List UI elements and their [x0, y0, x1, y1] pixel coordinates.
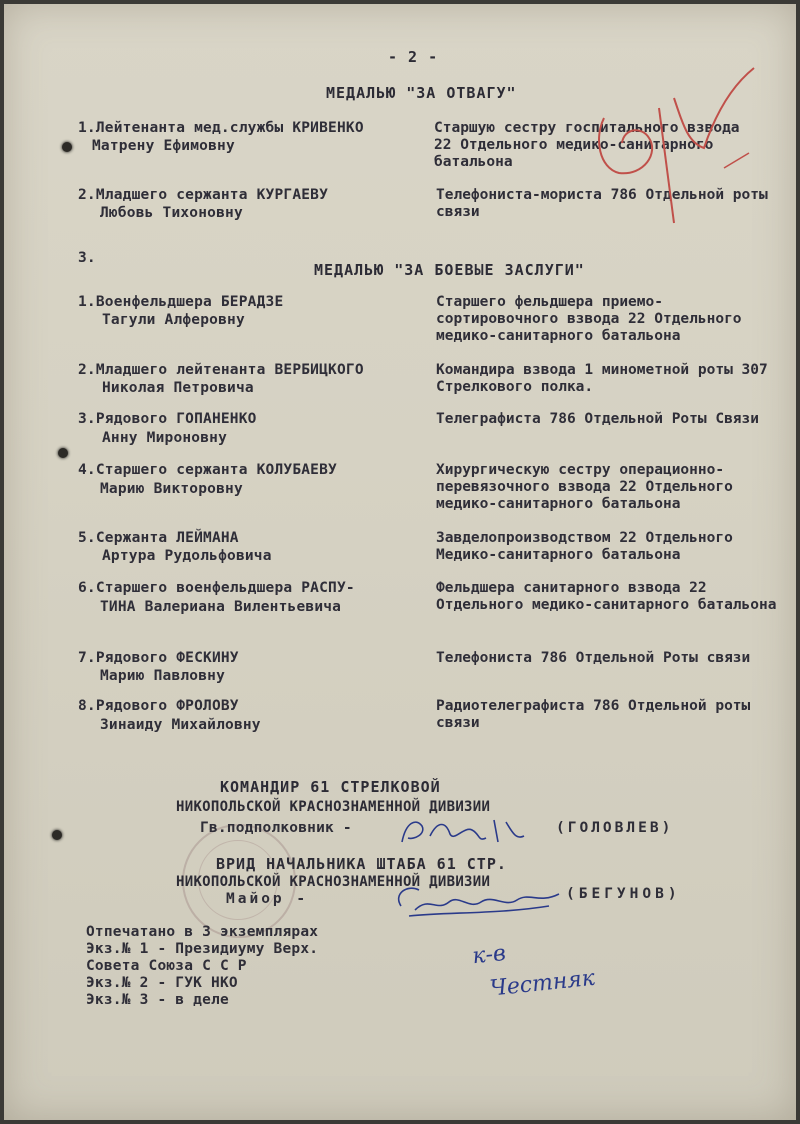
commander-signature	[394, 812, 544, 852]
zaslugi-name-line2: ТИНА Валериана Вилентьевича	[100, 599, 342, 615]
handwritten-note-line1: к-в	[471, 940, 508, 970]
zaslugi-position: Телефониста 786 Отдельной Роты связи	[436, 650, 751, 666]
zaslugi-name-line1: 6.Старшего военфельдшера РАСПУ-	[78, 580, 355, 596]
zaslugi-name-line2: Анну Мироновну	[102, 430, 228, 446]
zaslugi-position: Хирургическую сестру операционно-перевязочного взвода 22 Отдельного медико-санитарного батальона	[436, 462, 733, 512]
otvaga-name-line1: 1.Лейтенанта мед.службы КРИВЕНКО	[78, 120, 364, 136]
zaslugi-name-line1: 1.Военфельдшера БЕРАДЗЕ	[78, 294, 284, 310]
page-number: - 2 -	[388, 48, 439, 66]
zaslugi-name-line1: 3.Рядового ГОПАНЕНКО	[78, 411, 257, 427]
zaslugi-name-line1: 8.Рядового ФРОЛОВУ	[78, 698, 239, 714]
zaslugi-position: Радиотелеграфиста 786 Отдельной роты связи	[436, 698, 751, 731]
chief-name: (БЕГУНОВ)	[566, 886, 681, 902]
chief-signature	[389, 876, 569, 926]
otvaga-position: Старшую сестру госпитального взвода 22 Отдельного медико-санитарного батальона	[434, 120, 740, 170]
zaslugi-position: Телеграфиста 786 Отдельной Роты Связи	[436, 411, 760, 427]
punch-hole	[58, 448, 68, 458]
distribution-line: Отпечатано в 3 экземплярах	[86, 924, 319, 940]
chief-title-line2: НИКОПОЛЬСКОЙ КРАСНОЗНАМЕННОЙ ДИВИЗИИ	[176, 874, 491, 890]
distribution-line: Экз.№ 2 - ГУК НКО	[86, 975, 238, 991]
zaslugi-name-line2: Тагули Алферовну	[102, 312, 245, 328]
section-number: 3.	[78, 250, 96, 266]
section-title-zaslugi: МЕДАЛЬЮ "ЗА БОЕВЫЕ ЗАСЛУГИ"	[314, 261, 585, 279]
zaslugi-name-line2: Марию Павловну	[100, 668, 226, 684]
distribution-line: Экз.№ 3 - в деле	[86, 992, 229, 1008]
distribution-line: Совета Союза С С Р	[86, 958, 247, 974]
commander-rank: Гв.подполковник -	[200, 820, 352, 836]
commander-title-line2: НИКОПОЛЬСКОЙ КРАСНОЗНАМЕННОЙ ДИВИЗИИ	[176, 799, 491, 815]
otvaga-name-line2: Матрену Ефимовну	[92, 138, 235, 154]
zaslugi-name-line1: 4.Старшего сержанта КОЛУБАЕВУ	[78, 462, 337, 478]
document-page	[4, 4, 796, 1120]
otvaga-name-line1: 2.Младшего сержанта КУРГАЕВУ	[78, 187, 329, 203]
distribution-line: Экз.№ 1 - Президиуму Верх.	[86, 941, 319, 957]
zaslugi-name-line1: 5.Сержанта ЛЕЙМАНА	[78, 530, 239, 546]
punch-hole	[52, 830, 62, 840]
chief-rank: Майор -	[226, 891, 309, 907]
handwritten-note-line2: Честняк	[488, 965, 597, 1002]
zaslugi-name-line2: Николая Петровича	[102, 380, 254, 396]
zaslugi-name-line1: 2.Младшего лейтенанта ВЕРБИЦКОГО	[78, 362, 364, 378]
punch-hole	[62, 142, 72, 152]
commander-title-line1: КОМАНДИР 61 СТРЕЛКОВОЙ	[220, 778, 441, 796]
zaslugi-position: Завделопроизводством 22 Отдельного Медико-санитарного батальона	[436, 530, 733, 563]
red-pencil-mark	[564, 48, 764, 248]
zaslugi-name-line1: 7.Рядового ФЕСКИНУ	[78, 650, 239, 666]
section-title-otvaga: МЕДАЛЬЮ "ЗА ОТВАГУ"	[326, 84, 517, 102]
chief-title-line1: ВРИД НАЧАЛЬНИКА ШТАБА 61 СТР.	[216, 855, 507, 873]
zaslugi-position: Фельдшера санитарного взвода 22 Отдельного медико-санитарного батальона	[436, 580, 777, 613]
otvaga-position: Телефониста-мориста 786 Отдельной роты связи	[436, 187, 768, 220]
zaslugi-position: Старшего фельдшера приемо-сортировочного взвода 22 Отдельного медико-санитарного батальона	[436, 294, 742, 344]
commander-name: (ГОЛОВЛЕВ)	[556, 820, 674, 836]
zaslugi-name-line2: Артура Рудольфовича	[102, 548, 272, 564]
zaslugi-name-line2: Марию Викторовну	[100, 481, 243, 497]
zaslugi-position: Командира взвода 1 минометной роты 307 Стрелкового полка.	[436, 362, 768, 395]
handwritten-note	[471, 928, 597, 1008]
otvaga-name-line2: Любовь Тихоновну	[100, 205, 243, 221]
zaslugi-name-line2: Зинаиду Михайловну	[100, 717, 261, 733]
